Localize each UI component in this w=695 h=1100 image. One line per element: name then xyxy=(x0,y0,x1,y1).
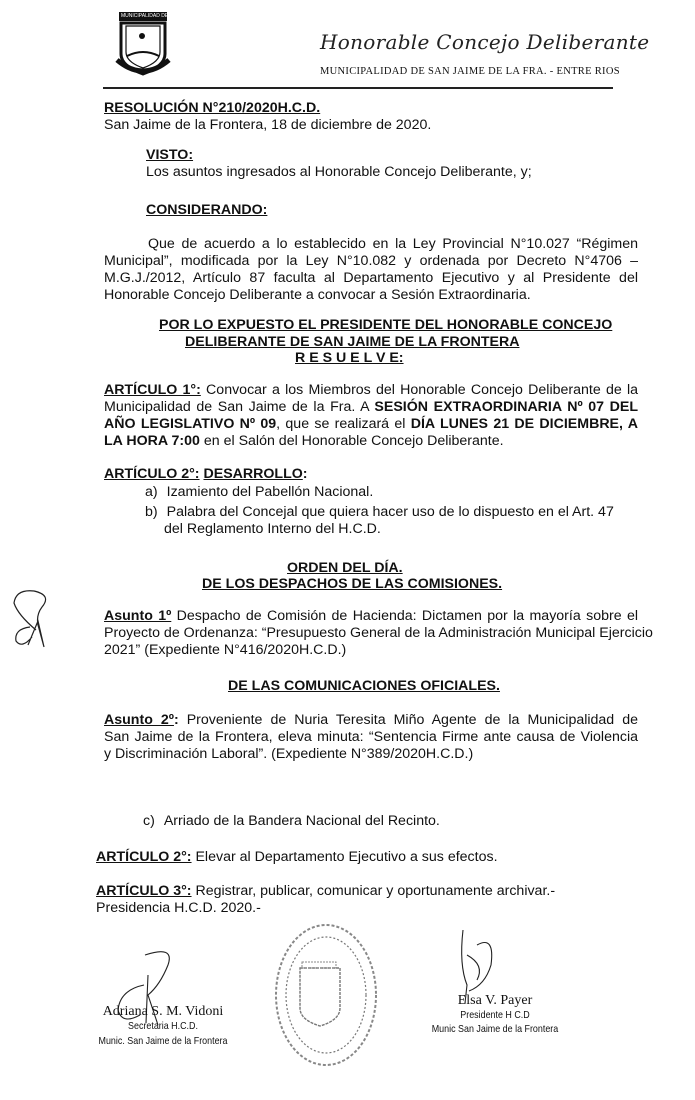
orden-del-dia-heading: ORDEN DEL DÍA. xyxy=(287,560,403,576)
desarrollo-item-c xyxy=(143,813,440,830)
articulo-3-label: ARTÍCULO 3°: xyxy=(96,883,192,899)
articulo-3 xyxy=(96,883,555,900)
articulo-1-text: Municipalidad de San Jaime de la Fra. A xyxy=(104,399,375,415)
signature-icon xyxy=(8,585,48,655)
asunto-2-line xyxy=(104,712,638,729)
logo-text-top: MUNICIPALIDAD DE xyxy=(121,13,169,19)
considerando-line: Honorable Concejo Deliberante a convocar a Sesión Extraordinaria. xyxy=(104,287,531,303)
articulo-2-text: Elevar al Departamento Ejecutivo a sus efectos. xyxy=(191,849,498,865)
articulo-1-line xyxy=(104,433,638,450)
colon: : xyxy=(173,712,179,728)
presidencia-line: Presidencia H.C.D. 2020.- xyxy=(96,900,261,916)
coat-of-arms-icon xyxy=(113,10,173,78)
asunto-1-text: Despacho de Comisión de Hacienda: Dictamen por la mayoría sobre el xyxy=(171,608,638,624)
asunto-1-line: 2021” (Expediente N°416/2020H.C.D.) xyxy=(104,642,347,658)
list-item-text: Palabra del Concejal que quiera hacer uso de lo dispuesto en el Art. 47 xyxy=(166,504,614,520)
header-subtitle: MUNICIPALIDAD DE SAN JAIME DE LA FRA. - ENTRE RIOS xyxy=(320,66,620,77)
considerando-paragraph xyxy=(104,236,638,304)
articulo-1-bold: SESIÓN EXTRAORDINARIA Nº 07 DEL xyxy=(374,399,638,415)
desarrollo-item-b xyxy=(145,504,614,521)
asunto-2-line: San Jaime de la Frontera, eleva minuta: “Sentencia Firme ante causa de Violencia xyxy=(104,729,638,745)
resolution-place-date: San Jaime de la Frontera, 18 de diciembre de 2020. xyxy=(104,117,432,133)
articulo-1-text: , que se realizará el xyxy=(276,416,411,432)
seal-icon xyxy=(268,920,378,1070)
articulo-2-elevar xyxy=(96,849,498,866)
considerando-line: Que de acuerdo a lo establecido en la Ley Provincial N°10.027 “Régimen xyxy=(148,236,638,252)
left-signatory-name: Adriana S. M. Vidoni xyxy=(102,1004,224,1019)
desarrollo-item-b-cont: del Reglamento Interno del H.C.D. xyxy=(164,521,381,537)
resuelve-heading: R E S U E L V E: xyxy=(295,350,404,366)
left-signatory-org: Munic. San Jaime de la Frontera xyxy=(98,1035,228,1047)
list-marker: b) xyxy=(145,504,158,520)
despachos-heading: DE LOS DESPACHOS DE LAS COMISIONES. xyxy=(202,576,503,592)
asunto-1-line xyxy=(104,608,638,625)
asunto-1 xyxy=(104,608,653,659)
articulo-1-label: ARTÍCULO 1°: xyxy=(104,382,201,398)
right-signatory xyxy=(420,993,570,1035)
articulo-2-label: ARTÍCULO 2°: xyxy=(104,466,200,482)
expuesto-line-2: DELIBERANTE DE SAN JAIME DE LA FRONTERA xyxy=(185,334,520,350)
considerando-heading: CONSIDERANDO: xyxy=(146,202,268,218)
visto-heading: VISTO: xyxy=(146,147,194,163)
header-logo xyxy=(113,10,173,78)
articulo-1 xyxy=(104,382,638,450)
articulo-1-bold: LA HORA 7:00 xyxy=(104,433,200,449)
colon: : xyxy=(302,466,308,482)
visto-text: Los asuntos ingresados al Honorable Concejo Deliberante, y; xyxy=(146,164,532,180)
list-item-text: Izamiento del Pabellón Nacional. xyxy=(166,484,374,500)
asunto-2 xyxy=(104,712,638,763)
articulo-1-bold: DÍA LUNES 21 DE DICIEMBRE, A xyxy=(410,416,638,432)
asunto-1-line: Proyecto de Ordenanza: “Presupuesto General de la Administración Municipal Ejercicio xyxy=(104,625,653,641)
articulo-2-heading xyxy=(104,466,308,483)
articulo-1-bold: AÑO LEGISLATIVO Nº 09 xyxy=(104,416,277,432)
list-marker: a) xyxy=(145,484,158,500)
desarrollo-label: DESARROLLO xyxy=(203,466,303,482)
articulo-1-line xyxy=(104,416,638,433)
header-title: Honorable Concejo Deliberante xyxy=(320,30,650,54)
asunto-2-label: Asunto 2º xyxy=(104,712,174,728)
right-signatory-org: Munic San Jaime de la Frontera xyxy=(431,1023,559,1035)
comunicaciones-heading: DE LAS COMUNICACIONES OFICIALES. xyxy=(228,678,500,694)
articulo-3-text: Registrar, publicar, comunicar y oportunamente archivar.- xyxy=(191,883,556,899)
margin-initials-signature xyxy=(8,585,48,660)
official-seal xyxy=(268,920,378,1070)
considerando-line: Municipal”, modificada por la Ley N°10.082 y ordenada por Decreto N°4706 – xyxy=(104,253,638,269)
articulo-1-line xyxy=(104,382,638,399)
left-signatory xyxy=(68,1004,258,1047)
left-signatory-role: Secretaria H.C.D. xyxy=(128,1020,198,1032)
articulo-1-text: Convocar a los Miembros del Honorable Concejo Deliberante de la xyxy=(200,382,638,398)
list-marker: c) xyxy=(143,813,155,829)
asunto-1-label: Asunto 1º xyxy=(104,608,172,624)
desarrollo-item-a xyxy=(145,484,373,501)
articulo-2-label: ARTÍCULO 2°: xyxy=(96,849,192,865)
resolution-number: RESOLUCIÓN N°210/2020H.C.D. xyxy=(104,100,321,116)
asunto-2-line: y Discriminación Laboral”. (Expediente N°389/2020H.C.D.) xyxy=(104,746,474,762)
asunto-2-text: Proveniente de Nuria Teresita Miño Agente de la Municipalidad de xyxy=(178,712,638,728)
header-divider xyxy=(103,87,613,89)
right-signatory-name: Elsa V. Payer xyxy=(457,993,533,1008)
right-signatory-role: Presidente H C.D xyxy=(460,1009,530,1021)
expuesto-line-1: POR LO EXPUESTO EL PRESIDENTE DEL HONORABLE CONCEJO xyxy=(159,317,613,333)
list-item-text: Arriado de la Bandera Nacional del Recinto. xyxy=(163,813,440,829)
considerando-line: M.G.J./2012, Artículo 87 faculta al Departamento Ejecutivo y al Presidente del xyxy=(104,270,638,286)
articulo-1-text: en el Salón del Honorable Concejo Deliberante. xyxy=(199,433,504,449)
articulo-1-line xyxy=(104,399,638,416)
